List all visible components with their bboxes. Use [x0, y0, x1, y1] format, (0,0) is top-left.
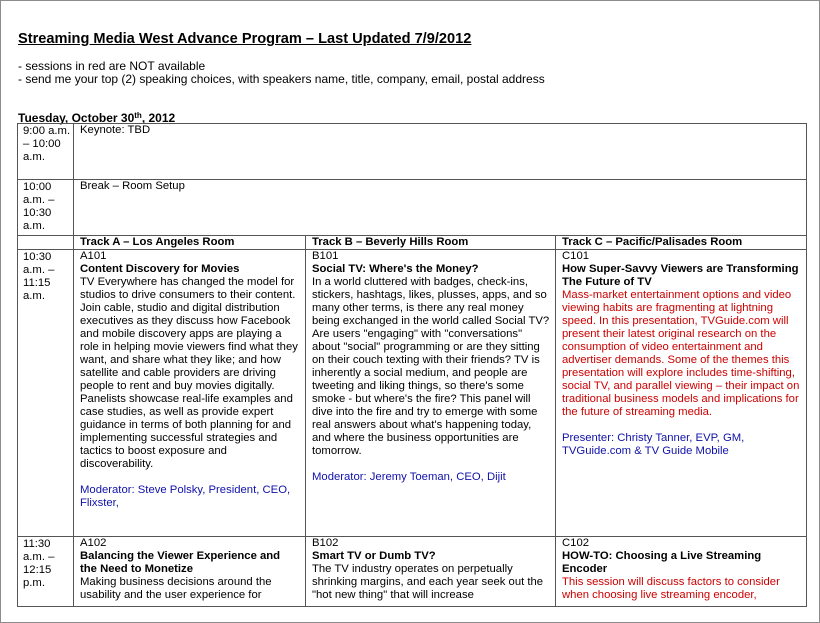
note-unavailable: - sessions in red are NOT available	[18, 59, 206, 73]
session-description: In a world cluttered with badges, check-ins, stickers, hashtags, likes, plusses, apps, and so many other terms, is there any real money being exchanged in the world called Social TV? Are users "engaging" with "conversations" about "social" programming or are they sitting on their couch texting with their friends? TV is inherently a social medium, and people are tweeting and liking things, so there's some smoke - but where's the fire? This panel will dive into the fire and try to emerge with some real answers about what's happening today, and where the business opportunities are tomorrow.	[312, 276, 550, 457]
time-header-cell	[18, 236, 74, 250]
day-suffix: , 2012	[141, 111, 176, 125]
session-presenter: Presenter: Christy Tanner, EVP, GM, TVGuide.com & TV Guide Mobile	[562, 432, 745, 457]
session-b101	[306, 250, 556, 537]
session-c101	[556, 250, 807, 537]
session-description: Making business decisions around the usability and the user experience for	[80, 576, 272, 601]
time-cell: 10:30 a.m. – 11:15 a.m.	[18, 250, 74, 537]
day-prefix: Tuesday, October 30	[18, 111, 135, 125]
session-moderator: Moderator: Jeremy Toeman, CEO, Dijit	[312, 471, 506, 483]
session-description: TV Everywhere has changed the model for studios to drive consumers to their content. Join cable, studio and digital distribution executives as they discuss how Facebook and mobile discovery apps are playing a role in helping movie viewers find what they want, and share what they like; and how satellite and cable providers are driving people to rent and buy movies digitally. Panelists showcase real-life examples and case studies, as well as provide expert guidance in terms of both planning for and implementing successful strategies and tactics to boost exposure and discoverability.	[80, 276, 298, 470]
time-cell: 9:00 a.m. – 10:00 a.m.	[18, 124, 74, 180]
session-code: A102	[80, 537, 107, 549]
session-row	[18, 537, 807, 607]
session-code: B102	[312, 537, 339, 549]
session-description: The TV industry operates on perpetually shrinking margins, and each year seek out the "hot new thing" that will increase	[312, 563, 544, 601]
session-row	[18, 250, 807, 537]
session-code: B101	[312, 250, 339, 262]
session-title: Balancing the Viewer Experience and the Need to Monetize	[80, 550, 281, 575]
schedule-table	[17, 123, 807, 607]
track-a-header: Track A – Los Angeles Room	[74, 236, 306, 250]
session-b102	[306, 537, 556, 607]
track-header-row	[18, 236, 807, 250]
session-title: How Super-Savvy Viewers are Transforming The Future of TV	[562, 263, 799, 288]
note-instructions: - send me your top (2) speaking choices, with speakers name, title, company, email, postal address	[18, 72, 545, 86]
break-row	[18, 180, 807, 236]
session-code: A101	[80, 250, 107, 262]
notes	[18, 60, 545, 86]
time-cell: 11:30 a.m. – 12:15 p.m.	[18, 537, 74, 607]
track-b-header: Track B – Beverly Hills Room	[306, 236, 556, 250]
session-a101	[74, 250, 306, 537]
document-title: Streaming Media West Advance Program – Last Updated 7/9/2012	[18, 31, 472, 47]
time-cell: 10:00 a.m. – 10:30 a.m.	[18, 180, 74, 236]
track-c-header: Track C – Pacific/Palisades Room	[556, 236, 807, 250]
session-description: This session will discuss factors to consider when choosing live streaming encoder,	[562, 576, 780, 601]
session-title: Smart TV or Dumb TV?	[312, 550, 436, 562]
session-title: Social TV: Where's the Money?	[312, 263, 479, 275]
day-superscript: th	[134, 111, 142, 120]
session-a102	[74, 537, 306, 607]
session-code: C101	[562, 250, 590, 262]
keynote-row	[18, 124, 807, 180]
session-title: Content Discovery for Movies	[80, 263, 240, 275]
session-description: Mass-market entertainment options and video viewing habits are fragmenting at lightning speed. In this presentation, TVGuide.com will present their latest original research on the consumption of video entertainment and advertiser demands. Some of the themes this presentation will explore includes time-shifting, social TV, and parallel viewing – their impact on traditional business models and implications for the future of streaming media.	[562, 289, 800, 418]
break-cell: Break – Room Setup	[74, 180, 807, 236]
session-moderator: Moderator: Steve Polsky, President, CEO, Flixster,	[80, 484, 291, 509]
session-c102	[556, 537, 807, 607]
session-title: HOW-TO: Choosing a Live Streaming Encoder	[562, 550, 762, 575]
session-code: C102	[562, 537, 590, 549]
keynote-cell: Keynote: TBD	[74, 124, 807, 180]
